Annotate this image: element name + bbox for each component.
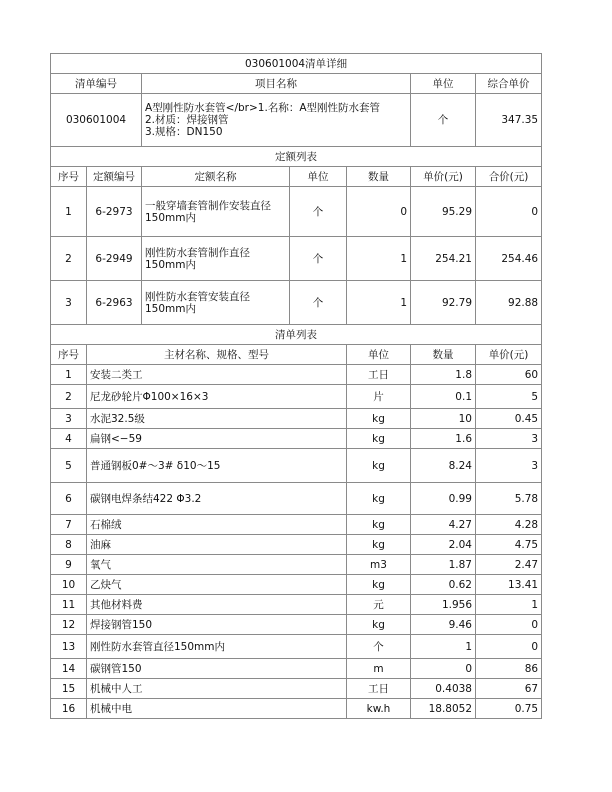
quota-price: 254.21 [411, 237, 476, 281]
material-row [51, 615, 542, 635]
material-row [51, 679, 542, 699]
material-qty: 4.27 [411, 515, 476, 535]
material-qty: 0.1 [411, 385, 476, 409]
material-unit-header: 单位 [347, 345, 411, 365]
bill-code-header: 清单编号 [51, 74, 142, 94]
quota-row [51, 187, 542, 237]
quota-qty: 1 [347, 237, 411, 281]
material-price-header: 单价(元) [476, 345, 542, 365]
material-price: 4.28 [476, 515, 542, 535]
material-qty: 18.8052 [411, 699, 476, 719]
bill-code: 030601004 [51, 94, 142, 147]
quota-unit: 个 [290, 281, 347, 325]
material-name: 碳钢管150 [87, 659, 347, 679]
quota-price: 92.79 [411, 281, 476, 325]
bill-name [142, 94, 411, 147]
material-price: 3 [476, 429, 542, 449]
material-row [51, 535, 542, 555]
material-unit: kg [347, 429, 411, 449]
quota-section-title: 定额列表 [51, 147, 542, 167]
material-name-header: 主材名称、规格、型号 [87, 345, 347, 365]
quota-total: 92.88 [476, 281, 542, 325]
quota-name-line: 一般穿墙套管制作安装直径 [145, 199, 271, 212]
quota-qty-header: 数量 [347, 167, 411, 187]
quota-name [142, 237, 290, 281]
material-price: 2.47 [476, 555, 542, 575]
material-no: 11 [51, 595, 87, 615]
quota-qty: 0 [347, 187, 411, 237]
material-name: 尼龙砂轮片Φ100×16×3 [87, 385, 347, 409]
bill-name-line: 3.规格：DN150 [145, 126, 223, 138]
quota-name-line: 150mm内 [145, 211, 196, 224]
material-unit: 片 [347, 385, 411, 409]
material-unit: kg [347, 535, 411, 555]
material-no: 2 [51, 385, 87, 409]
material-price: 67 [476, 679, 542, 699]
quota-name [142, 187, 290, 237]
material-qty: 1.87 [411, 555, 476, 575]
quota-name-line: 150mm内 [145, 302, 196, 315]
material-no: 10 [51, 575, 87, 595]
bill-name-line: 2.材质：焊接钢管 [145, 114, 229, 126]
material-name: 机械中人工 [87, 679, 347, 699]
material-row [51, 515, 542, 535]
material-price: 86 [476, 659, 542, 679]
material-qty: 1.8 [411, 365, 476, 385]
quota-code: 6-2963 [87, 281, 142, 325]
material-row [51, 595, 542, 615]
quota-no: 3 [51, 281, 87, 325]
quota-total-header: 合价(元) [476, 167, 542, 187]
material-qty: 0.62 [411, 575, 476, 595]
quota-no-header: 序号 [51, 167, 87, 187]
material-price: 60 [476, 365, 542, 385]
bill-name-header: 项目名称 [142, 74, 411, 94]
bill-unit-price: 347.35 [476, 94, 542, 147]
material-name: 机械中电 [87, 699, 347, 719]
material-qty: 9.46 [411, 615, 476, 635]
quota-name-header: 定额名称 [142, 167, 290, 187]
material-price: 1 [476, 595, 542, 615]
quota-qty: 1 [347, 281, 411, 325]
quota-total: 254.46 [476, 237, 542, 281]
material-unit: kg [347, 575, 411, 595]
quota-price-header: 单价(元) [411, 167, 476, 187]
material-row [51, 635, 542, 659]
material-name: 刚性防水套管直径150mm内 [87, 635, 347, 659]
material-no: 7 [51, 515, 87, 535]
material-price: 3 [476, 449, 542, 483]
material-name: 油麻 [87, 535, 347, 555]
material-unit: 元 [347, 595, 411, 615]
material-no: 5 [51, 449, 87, 483]
material-qty: 1.6 [411, 429, 476, 449]
material-name: 其他材料费 [87, 595, 347, 615]
material-qty-header: 数量 [411, 345, 476, 365]
material-name: 碳钢电焊条结422 Φ3.2 [87, 483, 347, 515]
material-unit: m [347, 659, 411, 679]
material-unit: 工日 [347, 679, 411, 699]
material-name: 焊接钢管150 [87, 615, 347, 635]
bill-unit-header: 单位 [411, 74, 476, 94]
material-qty: 0.99 [411, 483, 476, 515]
material-price: 0 [476, 615, 542, 635]
quota-unit-header: 单位 [290, 167, 347, 187]
material-no: 15 [51, 679, 87, 699]
material-unit: kg [347, 449, 411, 483]
quota-no: 2 [51, 237, 87, 281]
quota-unit: 个 [290, 237, 347, 281]
material-row [51, 385, 542, 409]
quota-name-line: 刚性防水套管安装直径 [145, 290, 250, 303]
material-no: 1 [51, 365, 87, 385]
quota-row [51, 237, 542, 281]
table-title: 030601004清单详细 [51, 54, 542, 74]
material-unit: kg [347, 615, 411, 635]
material-name: 普通钢板0#〜3# δ10〜15 [87, 449, 347, 483]
material-no: 8 [51, 535, 87, 555]
material-name: 乙炔气 [87, 575, 347, 595]
material-no-header: 序号 [51, 345, 87, 365]
material-price: 13.41 [476, 575, 542, 595]
material-no: 4 [51, 429, 87, 449]
material-price: 5.78 [476, 483, 542, 515]
material-price: 5 [476, 385, 542, 409]
quota-name-line: 150mm内 [145, 258, 196, 271]
material-name: 安装二类工 [87, 365, 347, 385]
material-qty: 10 [411, 409, 476, 429]
material-section-title: 清单列表 [51, 325, 542, 345]
material-qty: 0.4038 [411, 679, 476, 699]
material-row [51, 575, 542, 595]
material-no: 13 [51, 635, 87, 659]
material-qty: 1.956 [411, 595, 476, 615]
material-price: 0.75 [476, 699, 542, 719]
material-no: 16 [51, 699, 87, 719]
material-row [51, 365, 542, 385]
material-no: 9 [51, 555, 87, 575]
quota-code: 6-2973 [87, 187, 142, 237]
material-name: 水泥32.5级 [87, 409, 347, 429]
quota-code-header: 定额编号 [87, 167, 142, 187]
material-no: 12 [51, 615, 87, 635]
material-unit: 工日 [347, 365, 411, 385]
bill-detail-table [50, 53, 542, 719]
material-price: 0.45 [476, 409, 542, 429]
bill-unit: 个 [411, 94, 476, 147]
material-qty: 2.04 [411, 535, 476, 555]
material-no: 3 [51, 409, 87, 429]
material-name: 氧气 [87, 555, 347, 575]
material-name: 石棉绒 [87, 515, 347, 535]
material-unit: kg [347, 409, 411, 429]
quota-row [51, 281, 542, 325]
quota-name-line: 刚性防水套管制作直径 [145, 246, 250, 259]
quota-price: 95.29 [411, 187, 476, 237]
material-row [51, 409, 542, 429]
material-row [51, 483, 542, 515]
material-unit: m3 [347, 555, 411, 575]
quota-code: 6-2949 [87, 237, 142, 281]
material-price: 4.75 [476, 535, 542, 555]
material-unit: 个 [347, 635, 411, 659]
material-qty: 0 [411, 659, 476, 679]
quota-no: 1 [51, 187, 87, 237]
material-name: 扁钢<−59 [87, 429, 347, 449]
material-row [51, 659, 542, 679]
material-unit: kg [347, 483, 411, 515]
material-row [51, 429, 542, 449]
quota-total: 0 [476, 187, 542, 237]
material-row [51, 555, 542, 575]
bill-unit-price-header: 综合单价 [476, 74, 542, 94]
material-qty: 1 [411, 635, 476, 659]
quota-name [142, 281, 290, 325]
material-unit: kg [347, 515, 411, 535]
material-no: 6 [51, 483, 87, 515]
quota-unit: 个 [290, 187, 347, 237]
material-row [51, 699, 542, 719]
material-no: 14 [51, 659, 87, 679]
material-unit: kw.h [347, 699, 411, 719]
material-price: 0 [476, 635, 542, 659]
bill-name-line: A型刚性防水套管</br>1.名称：A型刚性防水套管 [145, 102, 380, 114]
material-row [51, 449, 542, 483]
material-qty: 8.24 [411, 449, 476, 483]
